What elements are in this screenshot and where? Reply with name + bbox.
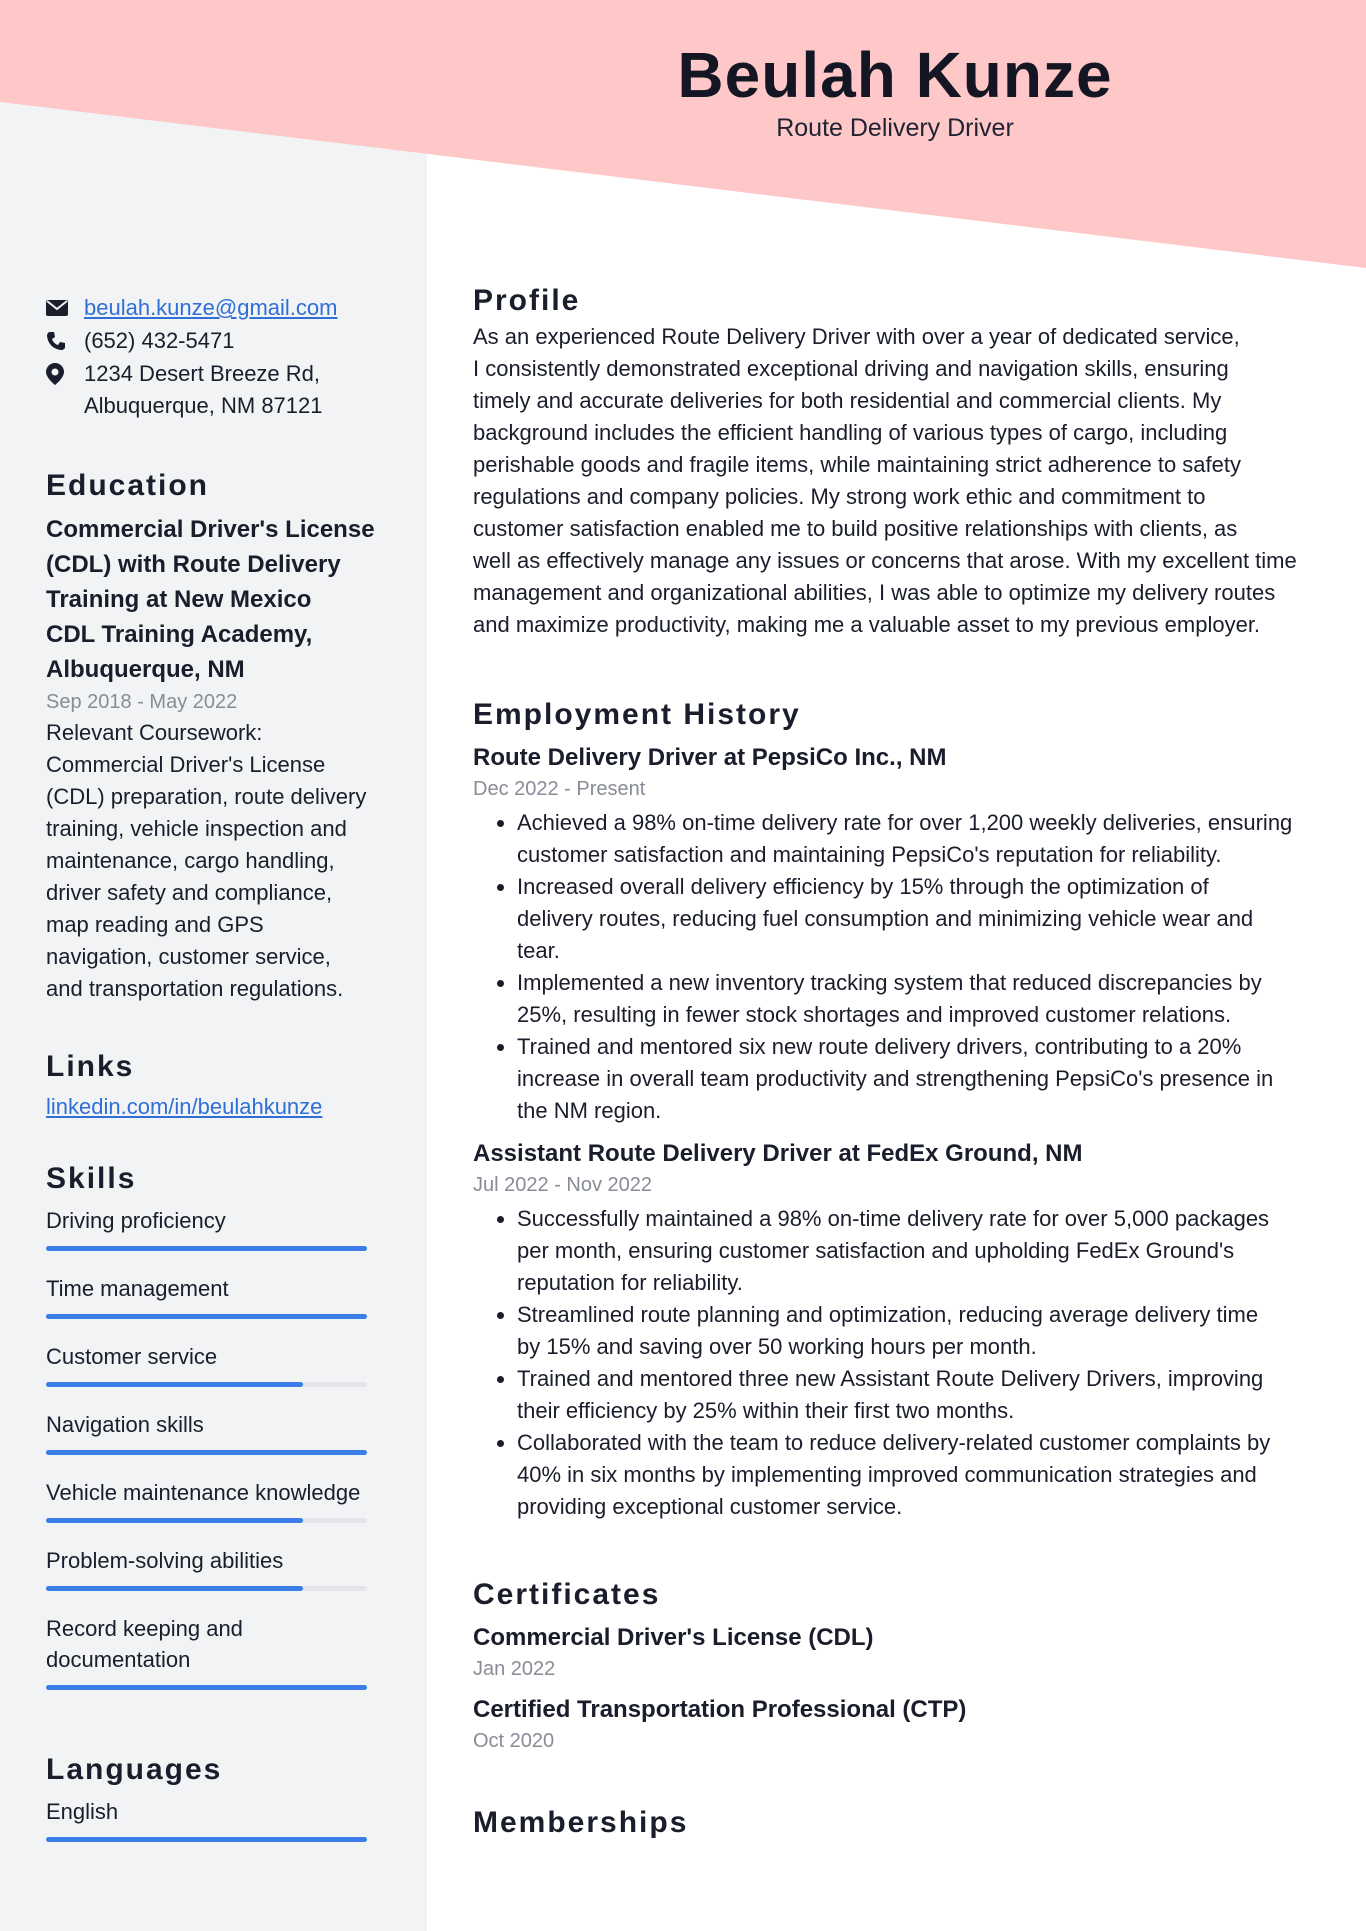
certificate-date: Jan 2022 bbox=[473, 1658, 556, 1680]
main-content bbox=[473, 285, 1313, 1843]
languages-section bbox=[46, 1754, 386, 1842]
skill-bar-fill bbox=[46, 1450, 367, 1455]
contact-email bbox=[46, 292, 386, 324]
education-heading: Education bbox=[46, 469, 210, 502]
certificate-entry bbox=[473, 1693, 1313, 1755]
skill-bar-fill bbox=[46, 1586, 303, 1591]
coursework-line: maintenance, cargo handling, bbox=[46, 848, 335, 873]
skill-item bbox=[46, 1205, 386, 1251]
profile-line: background includes the efficient handling of various types of cargo, including bbox=[473, 420, 1228, 445]
certificates-section bbox=[473, 1579, 1313, 1755]
skill-bar-fill bbox=[46, 1685, 367, 1690]
skill-label: Driving proficiency bbox=[46, 1208, 226, 1233]
phone-number: (652) 432-5471 bbox=[84, 328, 235, 353]
coursework-line: Relevant Coursework: bbox=[46, 720, 263, 745]
skill-bar-track bbox=[46, 1586, 367, 1591]
memberships-section bbox=[473, 1807, 1313, 1839]
bullet-line: customer satisfaction and maintaining PepsiCo's reputation for reliability. bbox=[517, 842, 1222, 867]
employment-heading: Employment History bbox=[473, 698, 801, 731]
profile-line: As an experienced Route Delivery Driver with over a year of dedicated service, bbox=[473, 324, 1240, 349]
email-link[interactable]: beulah.kunze@gmail.com bbox=[84, 295, 338, 320]
candidate-job-title: Route Delivery Driver bbox=[776, 114, 1014, 142]
language-bar-fill bbox=[46, 1837, 367, 1842]
certificates-heading: Certificates bbox=[473, 1578, 661, 1611]
job-bullets bbox=[473, 807, 1313, 1127]
bullet-line: reputation for reliability. bbox=[517, 1270, 743, 1295]
skill-label: Vehicle maintenance knowledge bbox=[46, 1480, 361, 1505]
certificate-title: Commercial Driver's License (CDL) bbox=[473, 1624, 874, 1651]
skill-label: Customer service bbox=[46, 1344, 218, 1369]
profile-line: management and organizational abilities, I was able to optimize my delivery routes bbox=[473, 580, 1276, 605]
bullet-line: • Trained and mentored six new route delivery drivers, contributing to a 20% bbox=[517, 1034, 1242, 1059]
bullet-line: per month, ensuring customer satisfaction and upholding FedEx Ground's bbox=[517, 1238, 1235, 1263]
degree-line: Albuquerque, NM bbox=[46, 656, 245, 683]
linkedin-link[interactable]: linkedin.com/in/beulahkunze bbox=[46, 1094, 323, 1119]
degree-line: (CDL) with Route Delivery bbox=[46, 551, 341, 578]
degree-line: CDL Training Academy, bbox=[46, 621, 313, 648]
envelope-icon bbox=[46, 292, 84, 324]
skill-bar-fill bbox=[46, 1314, 367, 1319]
profile-line: regulations and company policies. My strong work ethic and commitment to bbox=[473, 484, 1206, 509]
profile-line: customer satisfaction enabled me to build positive relationships with clients, as bbox=[473, 516, 1238, 541]
profile-line: well as effectively manage any issues or concerns that arose. With my excellent time bbox=[473, 548, 1297, 573]
skill-item bbox=[46, 1545, 386, 1591]
job-bullet bbox=[517, 1203, 1313, 1299]
education-dates: Sep 2018 - May 2022 bbox=[46, 691, 238, 713]
job-title: Assistant Route Delivery Driver at FedEx Ground, NM bbox=[473, 1140, 1083, 1167]
bullet-line: • Implemented a new inventory tracking system that reduced discrepancies by bbox=[517, 970, 1262, 995]
skill-item bbox=[46, 1273, 386, 1319]
job-dates: Jul 2022 - Nov 2022 bbox=[473, 1174, 653, 1196]
skills-section bbox=[46, 1163, 386, 1690]
bullet-line: • Successfully maintained a 98% on-time delivery rate for over 5,000 packages bbox=[517, 1206, 1270, 1231]
coursework-line: (CDL) preparation, route delivery bbox=[46, 784, 367, 809]
degree-line: Commercial Driver's License bbox=[46, 516, 375, 543]
skill-item bbox=[46, 1477, 386, 1523]
profile-heading: Profile bbox=[473, 284, 581, 317]
skill-label: Record keeping and bbox=[46, 1616, 243, 1641]
skill-bar-fill bbox=[46, 1246, 367, 1251]
links-section bbox=[46, 1051, 386, 1123]
phone-icon bbox=[46, 325, 84, 357]
profile-line: timely and accurate deliveries for both residential and commercial clients. My bbox=[473, 388, 1222, 413]
bullet-line: tear. bbox=[517, 938, 560, 963]
coursework-line: navigation, customer service, bbox=[46, 944, 331, 969]
skill-bar-fill bbox=[46, 1382, 303, 1387]
employment-section bbox=[473, 699, 1313, 1523]
certificate-date: Oct 2020 bbox=[473, 1730, 555, 1752]
job-bullet bbox=[517, 1363, 1313, 1427]
bullet-line: • Increased overall delivery efficiency by 15% through the optimization of bbox=[517, 874, 1209, 899]
bullet-line: providing exceptional customer service. bbox=[517, 1494, 903, 1519]
skill-bar-fill bbox=[46, 1518, 303, 1523]
map-pin-icon bbox=[46, 358, 84, 390]
address-line-2: Albuquerque, NM 87121 bbox=[84, 393, 323, 418]
skill-item bbox=[46, 1613, 386, 1690]
certificate-entry bbox=[473, 1621, 1313, 1683]
bullet-line: • Streamlined route planning and optimization, reducing average delivery time bbox=[517, 1302, 1259, 1327]
education-degree bbox=[46, 512, 386, 687]
coursework-line: and transportation regulations. bbox=[46, 976, 344, 1001]
contact-block bbox=[46, 292, 386, 422]
skill-item bbox=[46, 1409, 386, 1455]
bullet-line: by 15% and saving over 50 working hours per month. bbox=[517, 1334, 1037, 1359]
skill-bar-track bbox=[46, 1685, 367, 1690]
contact-address bbox=[46, 358, 386, 422]
job-title: Route Delivery Driver at PepsiCo Inc., NM bbox=[473, 744, 947, 771]
education-coursework bbox=[46, 717, 386, 1005]
skill-label: documentation bbox=[46, 1647, 191, 1672]
contact-phone bbox=[46, 325, 386, 357]
education-section bbox=[46, 470, 386, 1005]
bullet-line: • Trained and mentored three new Assistant Route Delivery Drivers, improving bbox=[517, 1366, 1264, 1391]
profile-section bbox=[473, 285, 1313, 641]
bullet-line: 40% in six months by implementing improved communication strategies and bbox=[517, 1462, 1257, 1487]
skill-label: Time management bbox=[46, 1276, 229, 1301]
bullet-line: • Collaborated with the team to reduce delivery-related customer complaints by bbox=[517, 1430, 1271, 1455]
profile-line: I consistently demonstrated exceptional driving and navigation skills, ensuring bbox=[473, 356, 1229, 381]
coursework-line: Commercial Driver's License bbox=[46, 752, 326, 777]
coursework-line: driver safety and compliance, bbox=[46, 880, 333, 905]
language-bar-track bbox=[46, 1837, 367, 1842]
memberships-heading: Memberships bbox=[473, 1806, 689, 1839]
skill-label: Problem-solving abilities bbox=[46, 1548, 284, 1573]
bullet-line: the NM region. bbox=[517, 1098, 662, 1123]
job-bullet bbox=[517, 807, 1313, 871]
job-bullet bbox=[517, 871, 1313, 967]
skill-bar-track bbox=[46, 1450, 367, 1455]
profile-line: and maximize productivity, making me a valuable asset to my previous employer. bbox=[473, 612, 1261, 637]
profile-line: perishable goods and fragile items, while maintaining strict adherence to safety bbox=[473, 452, 1241, 477]
profile-text bbox=[473, 321, 1313, 641]
bullet-line: their efficiency by 25% within their first two months. bbox=[517, 1398, 1015, 1423]
job-bullet bbox=[517, 967, 1313, 1031]
skill-item bbox=[46, 1341, 386, 1387]
address-text bbox=[84, 358, 323, 422]
degree-line: Training at New Mexico bbox=[46, 586, 312, 613]
sidebar bbox=[46, 292, 386, 1842]
language-label: English bbox=[46, 1799, 119, 1824]
skill-label: Navigation skills bbox=[46, 1412, 204, 1437]
skill-bar-track bbox=[46, 1314, 367, 1319]
bullet-line: delivery routes, reducing fuel consumption and minimizing vehicle wear and bbox=[517, 906, 1254, 931]
language-item bbox=[46, 1796, 386, 1842]
certificate-title: Certified Transportation Professional (CTP) bbox=[473, 1696, 967, 1723]
job-entry bbox=[473, 741, 1313, 1127]
coursework-line: map reading and GPS bbox=[46, 912, 264, 937]
skill-bar-track bbox=[46, 1382, 367, 1387]
skills-heading: Skills bbox=[46, 1162, 137, 1195]
bullet-line: increase in overall team productivity and strengthening PepsiCo's presence in bbox=[517, 1066, 1274, 1091]
bullet-line: 25%, resulting in fewer stock shortages and improved customer relations. bbox=[517, 1002, 1232, 1027]
languages-heading: Languages bbox=[46, 1753, 223, 1786]
bullet-line: • Achieved a 98% on-time delivery rate for over 1,200 weekly deliveries, ensuring bbox=[517, 810, 1293, 835]
coursework-line: training, vehicle inspection and bbox=[46, 816, 347, 841]
job-bullet bbox=[517, 1299, 1313, 1363]
address-line-1: 1234 Desert Breeze Rd, bbox=[84, 361, 321, 386]
skill-bar-track bbox=[46, 1518, 367, 1523]
job-bullets bbox=[473, 1203, 1313, 1523]
links-heading: Links bbox=[46, 1050, 135, 1083]
job-bullet bbox=[517, 1427, 1313, 1523]
job-bullet bbox=[517, 1031, 1313, 1127]
job-dates: Dec 2022 - Present bbox=[473, 778, 646, 800]
skill-bar-track bbox=[46, 1246, 367, 1251]
candidate-name: Beulah Kunze bbox=[677, 39, 1113, 111]
job-entry bbox=[473, 1137, 1313, 1523]
